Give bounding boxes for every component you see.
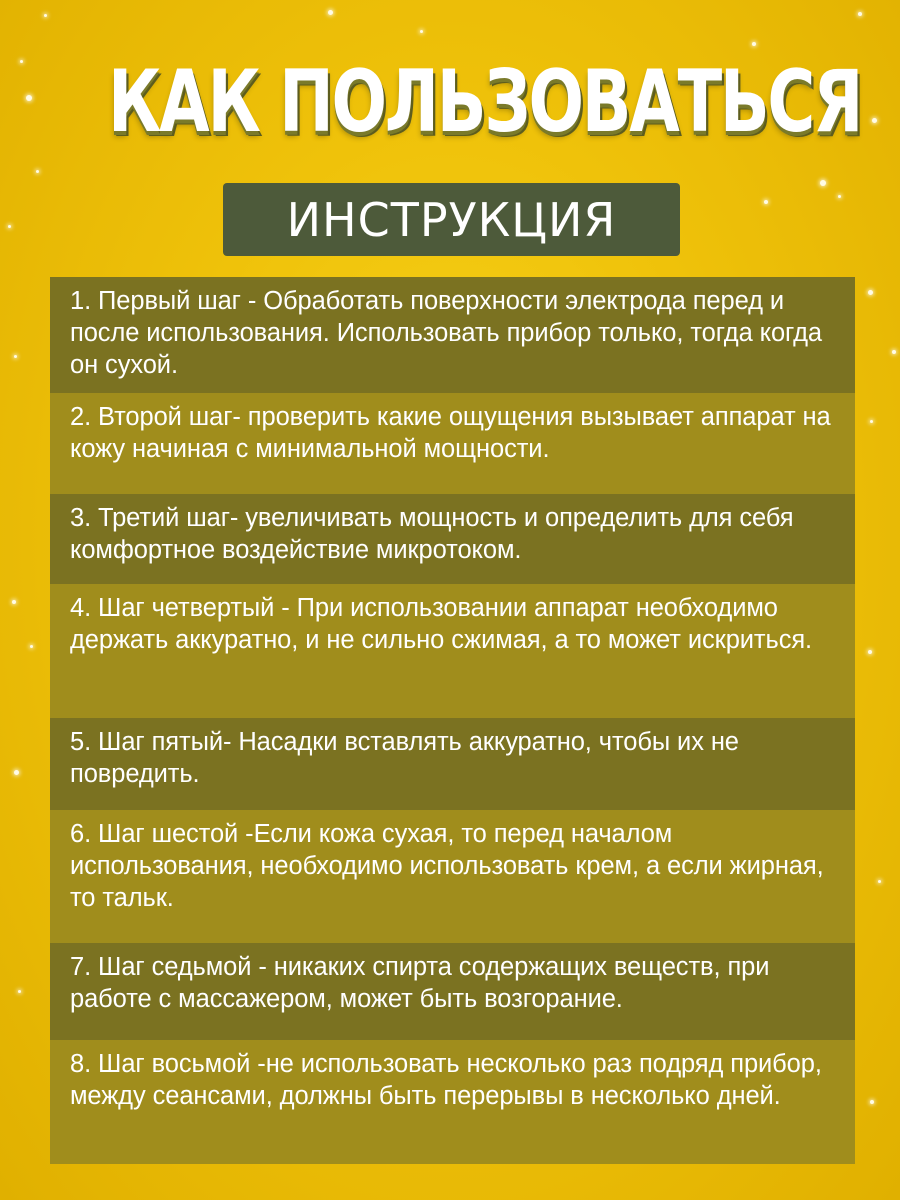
page-title: КАК ПОЛЬЗОВАТЬСЯ: [108, 52, 862, 152]
sparkle-decoration: [14, 770, 19, 775]
instruction-steps-list: [50, 277, 855, 1164]
sparkle-decoration: [870, 1100, 874, 1104]
sparkle-decoration: [44, 14, 47, 17]
step-4: 4. Шаг четвертый - При использовании аппарат необходимо держать аккуратно, и не сильно сжимая, а то может искриться.: [50, 584, 855, 718]
sparkle-decoration: [878, 880, 881, 883]
sparkle-decoration: [838, 195, 841, 198]
sparkle-decoration: [18, 990, 21, 993]
sparkle-decoration: [872, 118, 877, 123]
sparkle-decoration: [820, 180, 826, 186]
step-2: 2. Второй шаг- проверить какие ощущения вызывает аппарат на кожу начиная с минимальной мощности.: [50, 393, 855, 494]
sparkle-decoration: [328, 10, 333, 15]
step-8: 8. Шаг восьмой -не использовать несколько раз подряд прибор, между сеансами, должны быть перерывы в несколько дней.: [50, 1040, 855, 1164]
sparkle-decoration: [12, 600, 16, 604]
sparkle-decoration: [26, 95, 32, 101]
sparkle-decoration: [870, 420, 873, 423]
step-7: 7. Шаг седьмой - никаких спирта содержащих веществ, при работе с массажером, может быть возгорание.: [50, 943, 855, 1040]
sparkle-decoration: [764, 200, 768, 204]
step-3: 3. Третий шаг- увеличивать мощность и определить для себя комфортное воздействие микротоком.: [50, 494, 855, 584]
sparkle-decoration: [36, 170, 39, 173]
subtitle-text: ИНСТРУКЦИЯ: [286, 192, 617, 247]
sparkle-decoration: [30, 645, 33, 648]
sparkle-decoration: [868, 650, 872, 654]
sparkle-decoration: [8, 225, 11, 228]
subtitle-badge: [223, 183, 680, 256]
step-5: 5. Шаг пятый- Насадки вставлять аккуратно, чтобы их не повредить.: [50, 718, 855, 810]
sparkle-decoration: [420, 30, 423, 33]
sparkle-decoration: [858, 12, 862, 16]
step-6: 6. Шаг шестой -Если кожа сухая, то перед началом использования, необходимо использовать крем, а если жирная, то тальк.: [50, 810, 855, 943]
step-1: 1. Первый шаг - Обработать поверхности электрода перед и после использования. Использовать прибор только, тогда когда он сухой.: [50, 277, 855, 393]
sparkle-decoration: [868, 290, 873, 295]
sparkle-decoration: [752, 42, 756, 46]
sparkle-decoration: [892, 350, 896, 354]
sparkle-decoration: [20, 60, 23, 63]
sparkle-decoration: [14, 355, 17, 358]
